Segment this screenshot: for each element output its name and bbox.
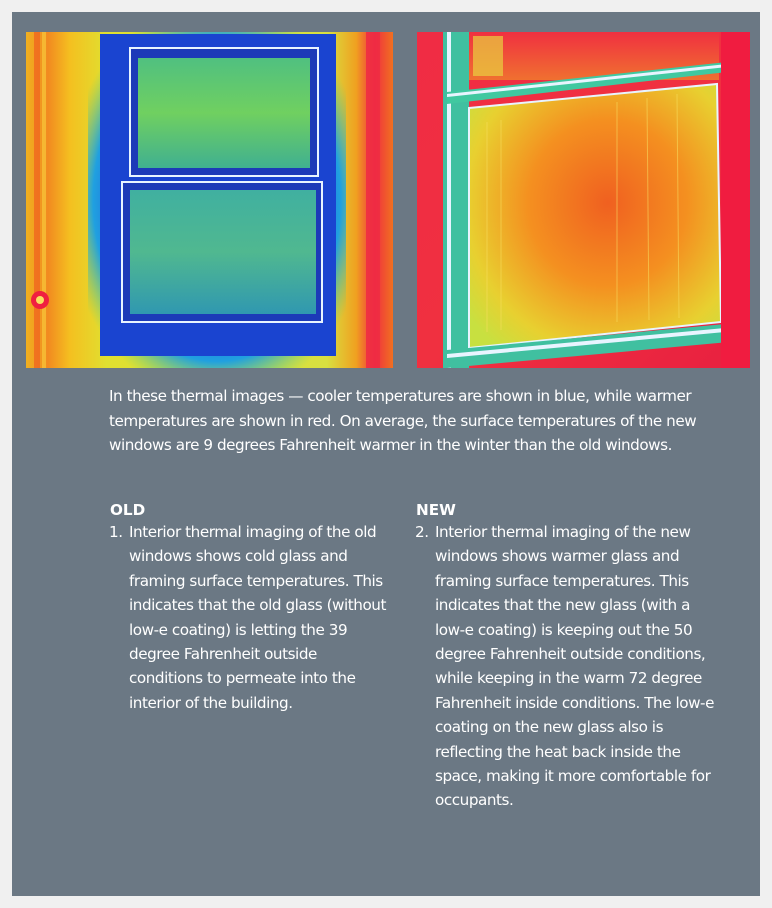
thermal-image-new-graphic: [417, 32, 750, 368]
old-item-number: 1.: [109, 523, 123, 541]
new-heading: NEW: [416, 501, 456, 519]
old-windows-column: [109, 498, 394, 715]
thermal-image-old-graphic: [26, 32, 393, 368]
old-item: [109, 520, 394, 715]
old-heading: OLD: [110, 501, 146, 519]
old-item-text: Interior thermal imaging of the old windows shows cold glass and framing surface temperatures. This indicates that the old glass (without low-e coating) is letting the 39 degree Fahrenheit outside conditions to permeate into the interior of the building.: [129, 523, 386, 712]
thermal-comparison-panel: [12, 12, 760, 896]
new-windows-column: [415, 498, 715, 813]
new-item: [415, 520, 715, 813]
new-item-text: Interior thermal imaging of the new windows shows warmer glass and framing surface temperatures. This indicates that the new glass (with a low-e coating) is keeping out the 50 degree Fahrenheit outside conditions, while keeping in the warm 72 degree Fahrenheit inside conditions. The low-e coating on the new glass also is reflecting the heat back inside the space, making it more comfortable for occupants.: [435, 523, 714, 810]
thermal-image-old-windows: [26, 32, 393, 368]
thermal-caption: In these thermal images — cooler temperatures are shown in blue, while warmer temperatures are shown in red. On average, the surface temperatures of the new windows are 9 degrees Fahrenheit warmer in the winter than the old windows.: [109, 387, 697, 454]
new-item-number: 2.: [415, 523, 429, 541]
thermal-image-new-windows: [417, 32, 750, 368]
